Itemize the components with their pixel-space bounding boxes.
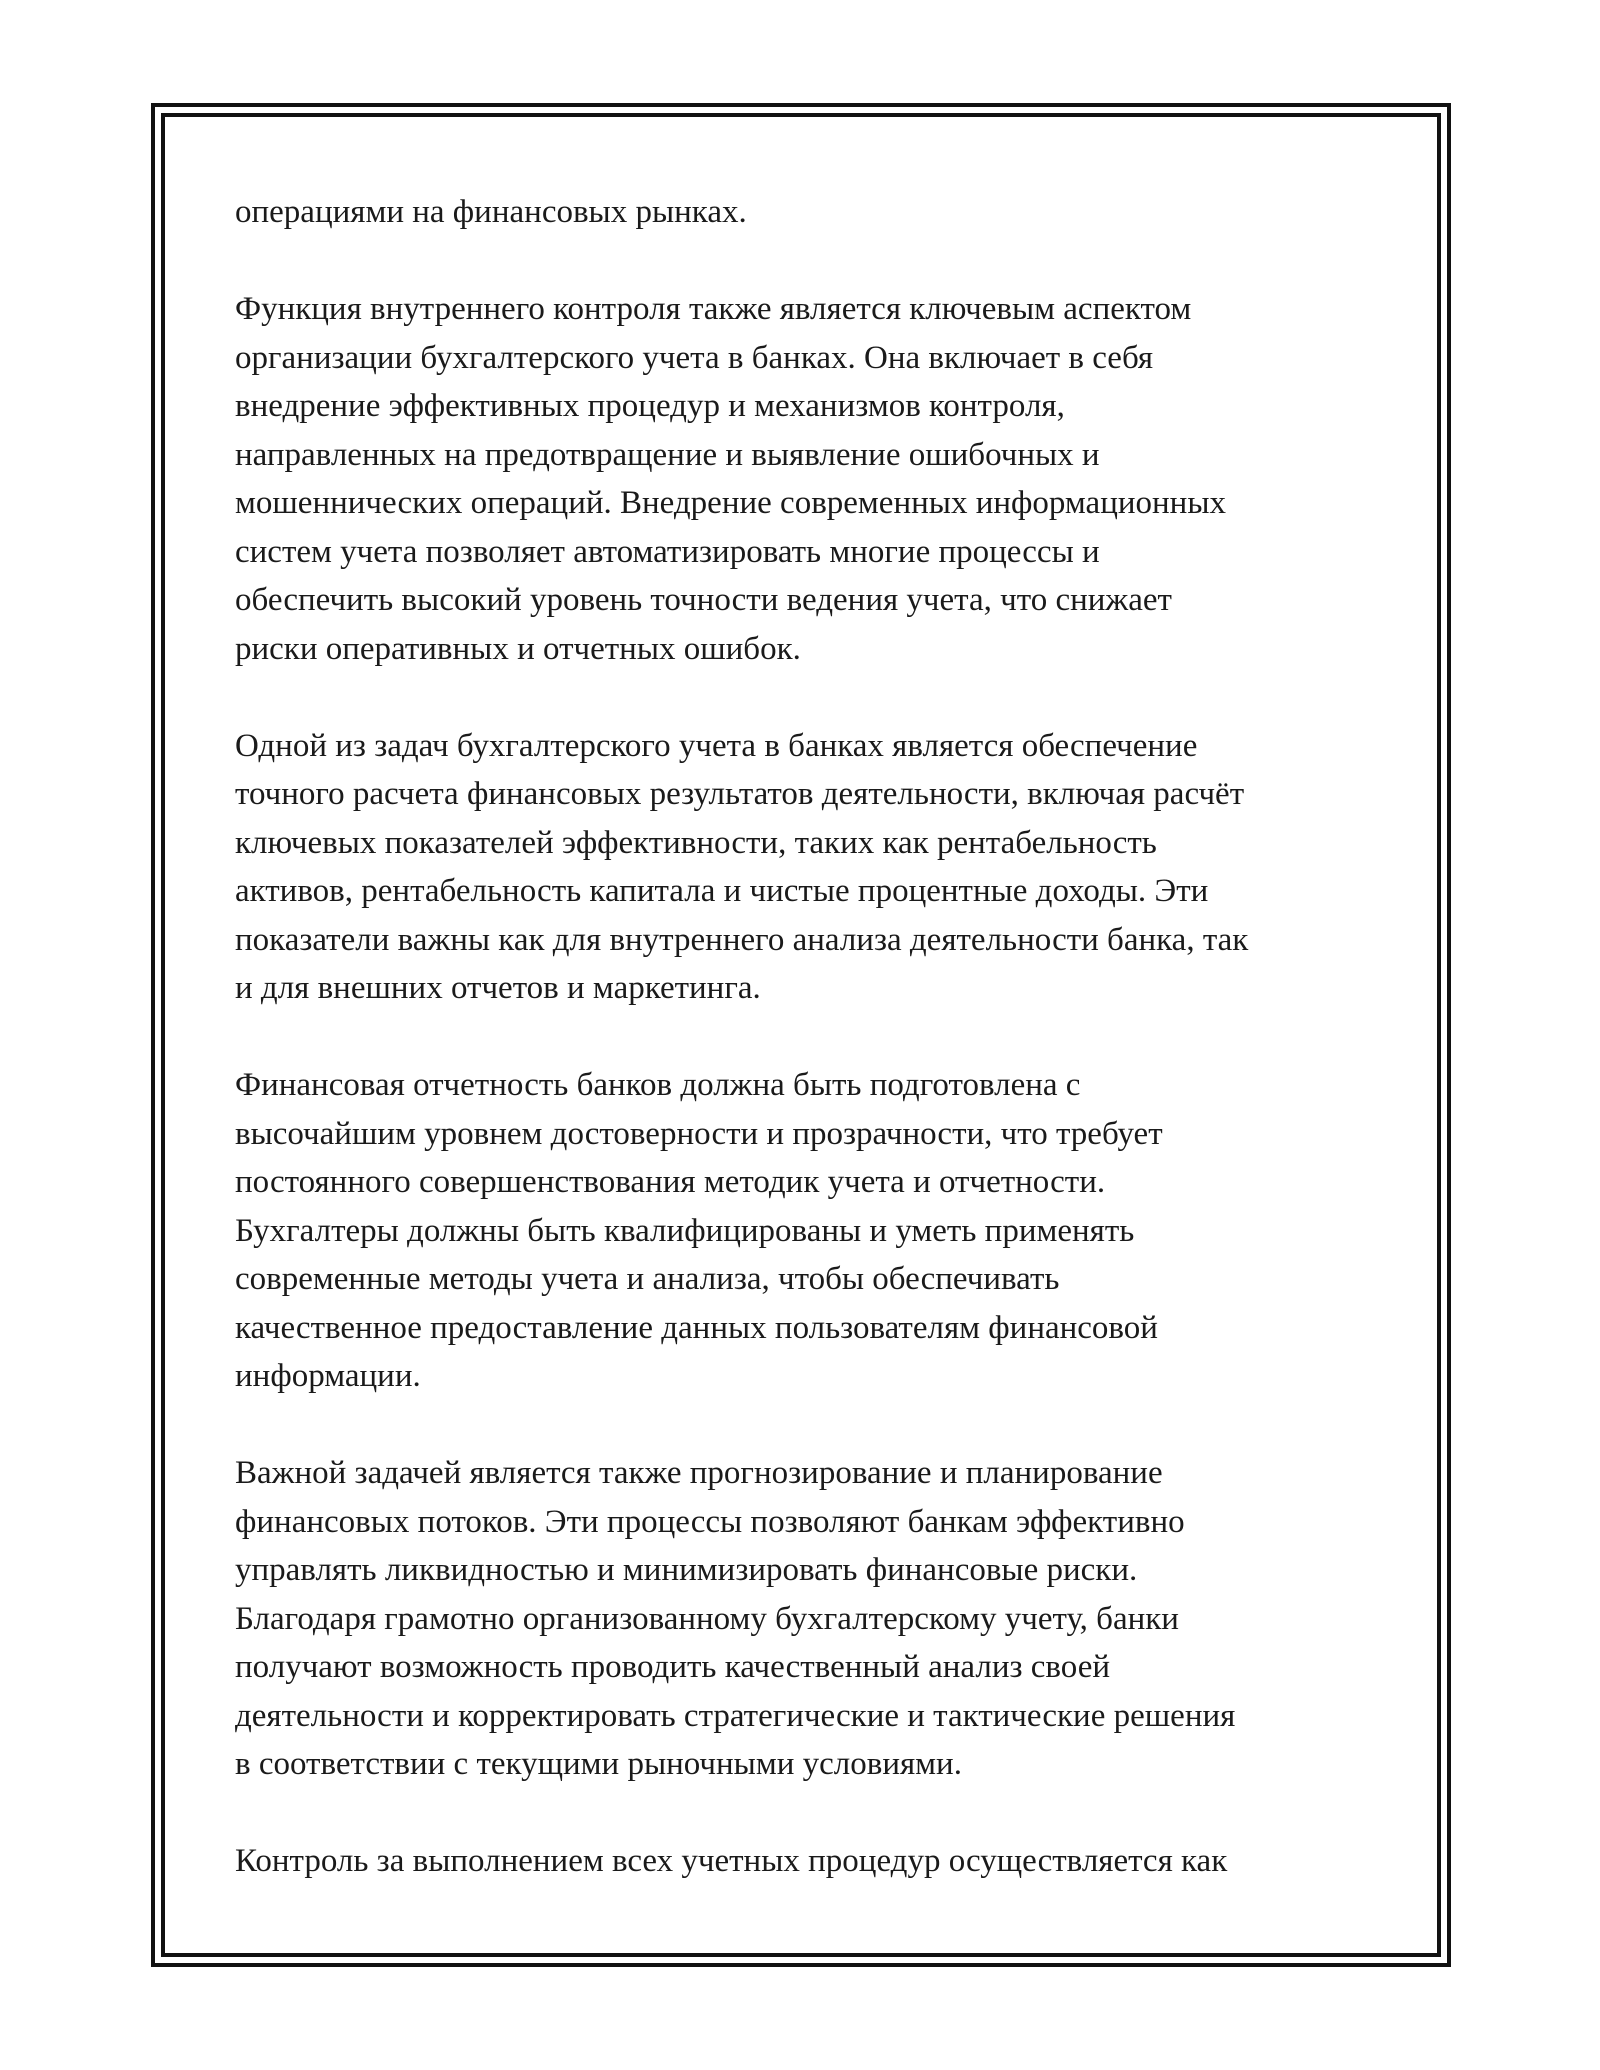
paragraph-1: операциями на финансовых рынках. (235, 194, 747, 230)
paragraph-4: Финансовая отчетность банков должна быть подготовлена с высочайшим уровнем достоверности и прозрачности, что требует постоянного совершенствования методик учета и отчетности. Бухгалтеры должны быть квалифицированы и уметь применять современные методы учета и анализа, чтобы обеспечивать качественное предоставление данных пользователям финансовой информации. (235, 1067, 1163, 1394)
document-body (235, 188, 1375, 1886)
paragraph-2: Функция внутреннего контроля также является ключевым аспектом организации бухгалтерского учета в банках. Она включает в себя внедрение эффективных процедур и механизмов контроля, направленных на предотвращение и выявление ошибочных и мошеннических операций. Внедрение современных информационных систем учета позволяет автоматизировать многие процессы и обеспечить высокий уровень точности ведения учета, что снижает риски оперативных и отчетных ошибок. (235, 291, 1227, 667)
paragraph-3: Одной из задач бухгалтерского учета в банках является обеспечение точного расчета финансовых результатов деятельности, включая расчёт ключевых показателей эффективности, таких как рентабельность активов, рентабельность капитала и чистые процентные доходы. Эти показатели важны как для внутреннего анализа деятельности банка, так и для внешних отчетов и маркетинга. (235, 727, 1249, 1006)
paragraph-6: Контроль за выполнением всех учетных процедур осуществляется как (235, 1843, 1228, 1879)
paragraph-5: Важной задачей является также прогнозирование и планирование финансовых потоков. Эти процессы позволяют банкам эффективно управлять ликвидностью и минимизировать финансовые риски. Благодаря грамотно организованному бухгалтерскому учету, банки получают возможность проводить качественный анализ своей деятельности и корректировать стратегические и тактические решения в соответствии с текущими рыночными условиями. (235, 1455, 1236, 1782)
